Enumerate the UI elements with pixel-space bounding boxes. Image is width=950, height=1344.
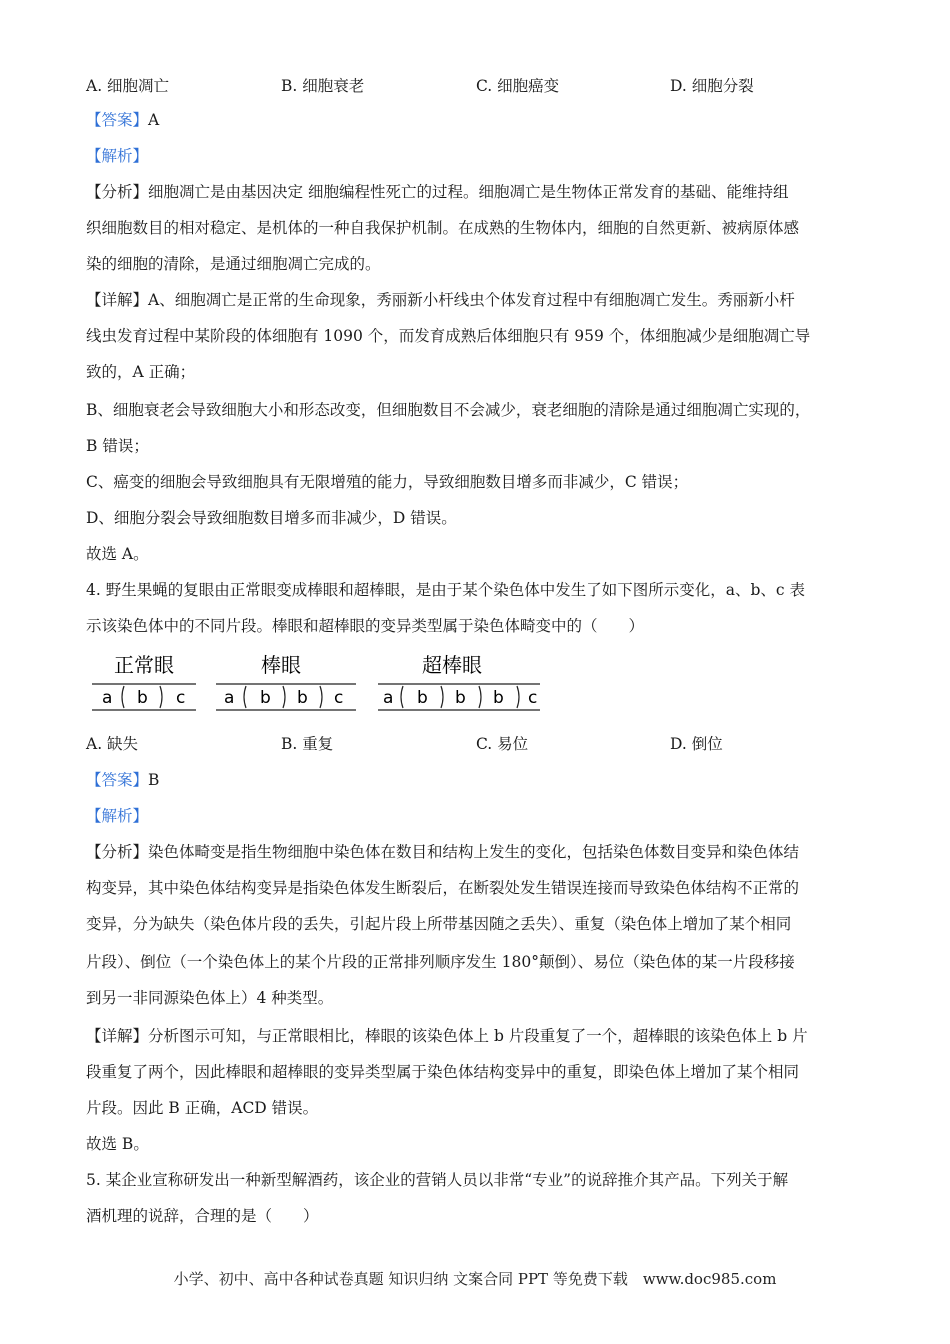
q4-detail-line: 【详解】分析图示可知，与正常眼相比，棒眼的该染色体上 b 片段重复了一个，超棒眼的该染色体上 b 片 [86, 1027, 808, 1045]
q3-analysis-tag: 【解析】 [86, 147, 149, 165]
q3-analysis-line: 织细胞数目的相对稳定、是机体的一种自我保护机制。在成熟的生物体内，细胞的自然更新、被病原体感 [86, 219, 800, 237]
segment: b [137, 688, 148, 708]
chromosome-bar [216, 684, 356, 710]
q4-detail-line: 片段。因此 B 正确，ACD 错误。 [86, 1099, 319, 1117]
segment: b [493, 688, 504, 708]
q3-analysis-line: 染的细胞的清除，是通过细胞凋亡完成的。 [86, 255, 381, 273]
figure-label-bar: 棒眼 [261, 653, 301, 677]
q3-option-b: B. 细胞衰老 [281, 77, 365, 95]
detail-head: 【详解】 [86, 1027, 149, 1045]
analysis-head: 【分析】 [86, 843, 149, 861]
q3-answer: 【答案】A [86, 111, 160, 129]
segment: a [224, 688, 235, 708]
q3-detail-line: B 错误； [86, 437, 149, 455]
q4-analysis-tag: 【解析】 [86, 807, 149, 825]
analysis-head: 【分析】 [86, 183, 149, 201]
segment: a [383, 688, 394, 708]
q4-analysis-line: 到另一非同源染色体上）4 种类型。 [86, 989, 334, 1007]
segment: c [176, 688, 186, 708]
q4-analysis-line: 【分析】染色体畸变是指生物细胞中染色体在数目和结构上发生的变化，包括染色体数目变异和染色体结 [86, 843, 800, 861]
q4-detail-line: 段重复了两个，因此棒眼和超棒眼的变异类型属于染色体结构变异中的重复，即染色体上增加了某个相同 [86, 1063, 800, 1081]
q3-option-d: D. 细胞分裂 [670, 77, 754, 95]
q5-stem-line: 5. 某企业宣称研发出一种新型解酒药，该企业的营销人员以非常“专业”的说辞推介其产品。下列关于解 [86, 1171, 789, 1189]
figure-label-ultrabar: 超棒眼 [422, 653, 482, 677]
q3-detail-line: D、细胞分裂会导致细胞数目增多而非减少，D 错误。 [86, 509, 457, 527]
q4-conclusion: 故选 B。 [86, 1135, 149, 1153]
q4-analysis-line: 片段）、倒位（一个染色体上的某个片段的正常排列顺序发生 180°颠倒）、易位（染色体的某一片段移接 [86, 953, 795, 971]
segment: b [260, 688, 271, 708]
q3-option-c: C. 细胞癌变 [476, 77, 560, 95]
page-footer: 小学、初中、高中各种试卷真题 知识归纳 文案合同 PPT 等免费下载 www.doc985.com [173, 1270, 777, 1288]
q4-option-b: B. 重复 [281, 735, 334, 753]
segment: c [334, 688, 344, 708]
segment: b [417, 688, 428, 708]
q5-stem-line: 酒机理的说辞，合理的是（ ） [86, 1207, 319, 1225]
q4-option-a: A. 缺失 [86, 735, 139, 753]
q3-option-a: A. 细胞凋亡 [86, 77, 170, 95]
segment: c [528, 688, 538, 708]
q4-option-d: D. 倒位 [670, 735, 723, 753]
segment: b [455, 688, 466, 708]
q3-detail-line: 【详解】A、细胞凋亡是正常的生命现象，秀丽新小杆线虫个体发育过程中有细胞凋亡发生。秀丽新小杆 [86, 291, 795, 309]
q4-analysis-line: 构变异，其中染色体结构变异是指染色体发生断裂后，在断裂处发生错误连接而导致染色体结构不正常的 [86, 879, 800, 897]
q4-stem-line: 4. 野生果蝇的复眼由正常眼变成棒眼和超棒眼，是由于某个染色体中发生了如下图所示变化，a、b、c 表 [86, 581, 805, 599]
q3-detail-line: C、癌变的细胞会导致细胞具有无限增殖的能力，导致细胞数目增多而非减少，C 错误； [86, 473, 689, 491]
segment: b [297, 688, 308, 708]
detail-head: 【详解】 [86, 291, 149, 309]
figure-label-normal: 正常眼 [114, 653, 174, 677]
chromosome-normal [92, 684, 196, 710]
q3-conclusion: 故选 A。 [86, 545, 149, 563]
chromosome-figure [86, 648, 546, 718]
q4-stem-line: 示该染色体中的不同片段。棒眼和超棒眼的变异类型属于染色体畸变中的（ ） [86, 617, 645, 635]
q4-answer: 【答案】B [86, 771, 160, 789]
q3-analysis-line: 【分析】细胞凋亡是由基因决定 细胞编程性死亡的过程。细胞凋亡是生物体正常发育的基础、能维持组 [86, 183, 789, 201]
q3-detail-line: 线虫发育过程中某阶段的体细胞有 1090 个，而发育成熟后体细胞只有 959 个，体细胞减少是细胞凋亡导 [86, 327, 811, 345]
q4-option-c: C. 易位 [476, 735, 529, 753]
q3-detail-line: B、细胞衰老会导致细胞大小和形态改变，但细胞数目不会减少，衰老细胞的清除是通过细胞凋亡实现的， [86, 401, 811, 419]
chromosome-ultrabar [378, 684, 540, 710]
q4-analysis-line: 变异，分为缺失（染色体片段的丢失，引起片段上所带基因随之丢失）、重复（染色体上增加了某个相同 [86, 915, 792, 933]
q3-detail-line: 致的，A 正确； [86, 363, 196, 381]
segment: a [102, 688, 113, 708]
